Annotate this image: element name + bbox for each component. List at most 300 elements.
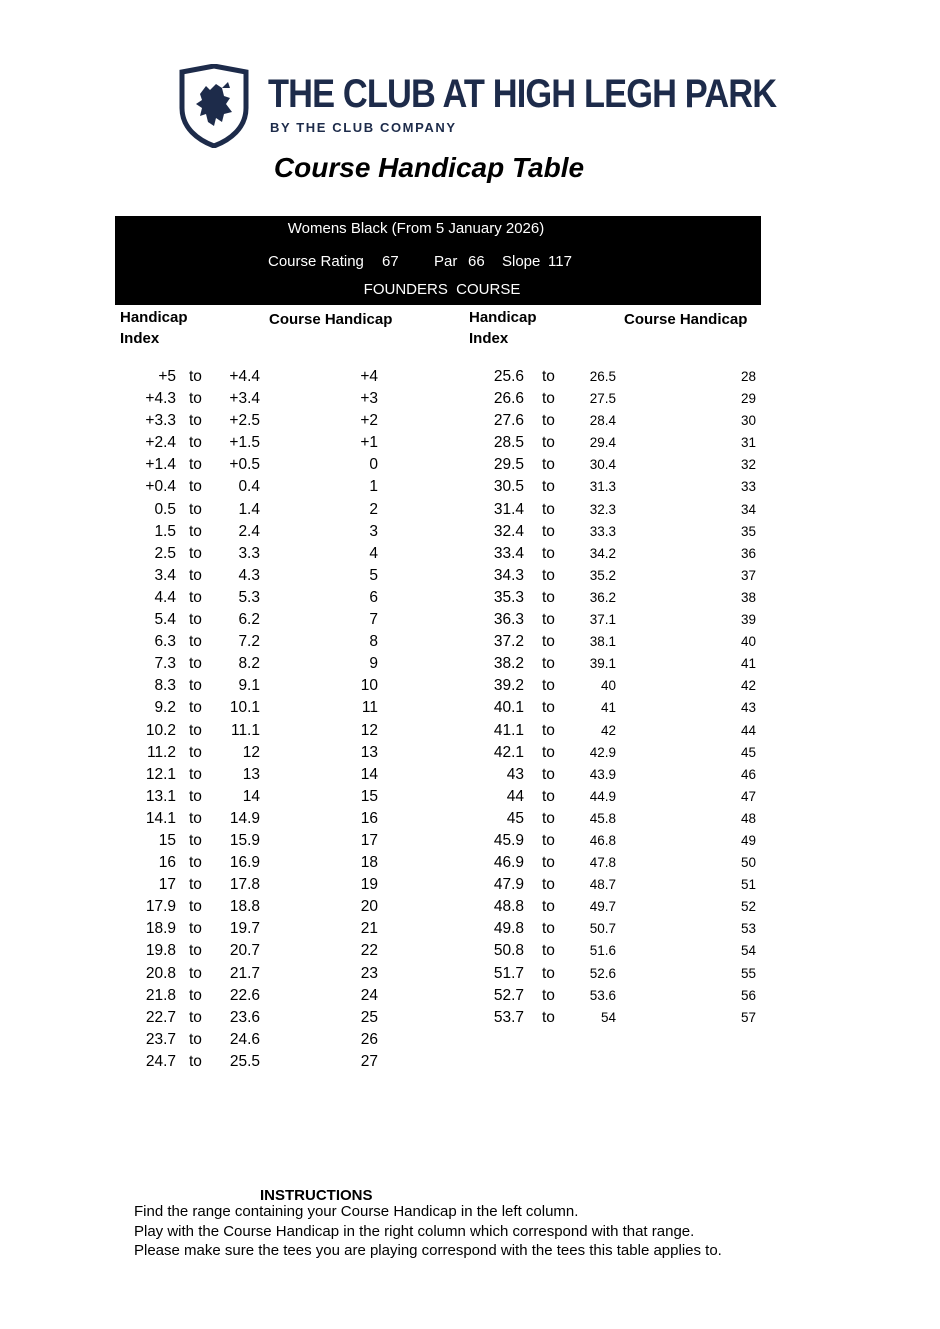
- table-row: [0, 410, 470, 432]
- table-row: [0, 896, 470, 918]
- index-to: 12: [242, 743, 260, 761]
- index-from: 33.4: [493, 544, 524, 562]
- slope-value: 117: [548, 253, 572, 270]
- to-label: to: [189, 655, 202, 673]
- index-to: 42.9: [589, 744, 616, 760]
- to-label: to: [542, 368, 555, 385]
- to-label: to: [542, 1008, 555, 1026]
- course-handicap-value: 27: [360, 1052, 378, 1070]
- to-label: to: [542, 588, 555, 606]
- to-label: to: [189, 920, 202, 938]
- index-to: 28.4: [589, 413, 616, 429]
- index-from: 32.4: [493, 522, 524, 540]
- index-from: 12.1: [145, 765, 176, 783]
- table-row: [0, 476, 470, 498]
- to-label: to: [189, 611, 202, 629]
- left-handicap-table: [0, 366, 470, 1073]
- index-from: 34.3: [493, 566, 524, 584]
- course-handicap-value: 28: [740, 369, 756, 384]
- index-from: 18.9: [145, 920, 176, 938]
- to-label: to: [542, 743, 555, 761]
- to-label: to: [189, 500, 202, 518]
- course-handicap-value: 10: [360, 677, 378, 695]
- table-row: [470, 874, 940, 896]
- to-label: to: [189, 1052, 202, 1070]
- index-to: 41: [600, 700, 616, 716]
- index-to: 40: [600, 678, 616, 694]
- to-label: to: [542, 522, 555, 540]
- index-from: 7.3: [154, 655, 176, 673]
- course-handicap-value: 43: [740, 700, 756, 716]
- to-label: to: [542, 876, 555, 894]
- course-handicap-value: 11: [361, 699, 378, 717]
- table-row: [470, 764, 940, 786]
- index-from: +0.4: [145, 478, 176, 496]
- to-label: to: [542, 942, 555, 960]
- to-label: to: [542, 412, 555, 430]
- table-row: [470, 896, 940, 918]
- index-to: 5.3: [238, 588, 260, 606]
- course-handicap-value: 40: [740, 634, 756, 650]
- course-handicap-value: 38: [740, 589, 756, 605]
- table-row: [0, 521, 470, 543]
- index-to: 34.2: [589, 545, 616, 561]
- index-from: 15: [158, 831, 176, 849]
- course-handicap-value: 35: [740, 523, 756, 539]
- instruction-line: Play with the Course Handicap in the right column which correspond with that range.: [134, 1223, 695, 1240]
- index-from: 30.5: [493, 478, 524, 496]
- course-handicap-value: 21: [360, 920, 378, 938]
- course-handicap-value: 19: [360, 876, 378, 894]
- index-from: 0.5: [154, 500, 176, 518]
- table-row: [470, 985, 940, 1007]
- to-label: to: [542, 611, 555, 629]
- table-row: [470, 631, 940, 653]
- index-from: 10.2: [145, 721, 176, 739]
- course-handicap-value: 56: [740, 987, 756, 1003]
- left-handicap-index-header: [120, 307, 188, 349]
- index-to: 30.4: [589, 457, 616, 473]
- course-handicap-value: 36: [740, 545, 756, 561]
- to-label: to: [189, 456, 202, 474]
- course-handicap-value: 1: [369, 478, 378, 496]
- to-label: to: [542, 677, 555, 695]
- index-to: 22.6: [229, 986, 260, 1004]
- index-to: 29.4: [589, 435, 616, 451]
- index-to: 9.1: [238, 677, 260, 695]
- course-handicap-value: 26: [360, 1030, 378, 1048]
- index-from: +2.4: [145, 434, 176, 452]
- index-to: 19.7: [229, 920, 260, 938]
- index-to: 14.9: [229, 809, 260, 827]
- to-label: to: [189, 721, 202, 739]
- course-handicap-value: 25: [360, 1008, 378, 1026]
- to-label: to: [542, 500, 555, 518]
- to-label: to: [189, 898, 202, 916]
- course-handicap-value: 29: [740, 391, 756, 407]
- course-handicap-value: 2: [369, 500, 378, 518]
- index-from: 25.6: [493, 368, 524, 385]
- index-from: 49.8: [493, 920, 524, 938]
- par-value: 66: [468, 253, 485, 270]
- index-to: +1.5: [229, 434, 260, 452]
- index-to: 15.9: [229, 831, 260, 849]
- table-row: [0, 432, 470, 454]
- club-subtitle: BY THE CLUB COMPANY: [270, 120, 457, 135]
- to-label: to: [189, 478, 202, 496]
- index-to: 25.5: [229, 1052, 260, 1070]
- to-label: to: [542, 434, 555, 452]
- index-to: 47.8: [589, 855, 616, 871]
- index-to: 0.4: [238, 478, 260, 496]
- index-to: 26.5: [589, 369, 616, 384]
- index-to: +2.5: [229, 412, 260, 430]
- to-label: to: [189, 677, 202, 695]
- course-handicap-value: +4: [360, 368, 378, 385]
- index-to: 50.7: [589, 921, 616, 937]
- index-to: 23.6: [229, 1008, 260, 1026]
- index-to: 10.1: [229, 699, 260, 717]
- table-row: [470, 675, 940, 697]
- table-row: [0, 565, 470, 587]
- to-label: to: [189, 566, 202, 584]
- course-handicap-value: 39: [740, 612, 756, 628]
- course-handicap-value: 47: [740, 788, 756, 804]
- table-row: [470, 587, 940, 609]
- index-from: +1.4: [145, 456, 176, 474]
- right-handicap-index-header: [469, 307, 537, 349]
- table-row: [0, 1051, 470, 1073]
- table-row: [470, 521, 940, 543]
- index-to: +0.5: [229, 456, 260, 474]
- index-from: 37.2: [493, 633, 524, 651]
- club-crest-logo: [178, 64, 250, 148]
- instruction-line: Please make sure the tees you are playing correspond with the tees this table applies to.: [134, 1242, 722, 1259]
- index-to: 1.4: [238, 500, 260, 518]
- course-handicap-value: 7: [369, 611, 378, 629]
- index-from: 45.9: [493, 831, 524, 849]
- course-handicap-value: 13: [360, 743, 378, 761]
- table-row: [0, 543, 470, 565]
- right-course-handicap-header: Course Handicap: [624, 311, 748, 328]
- index-from: +3.3: [145, 412, 176, 430]
- index-from: 3.4: [154, 566, 176, 584]
- course-handicap-value: +3: [360, 390, 378, 408]
- course-handicap-value: 5: [369, 566, 378, 584]
- to-label: to: [189, 1030, 202, 1048]
- index-to: 53.6: [589, 987, 616, 1003]
- to-label: to: [542, 809, 555, 827]
- course-rating-value: 67: [382, 253, 399, 270]
- index-from: 19.8: [145, 942, 176, 960]
- index-from: 42.1: [493, 743, 524, 761]
- to-label: to: [189, 588, 202, 606]
- to-label: to: [542, 544, 555, 562]
- table-row: [0, 1007, 470, 1029]
- to-label: to: [542, 964, 555, 982]
- table-row: [0, 653, 470, 675]
- course-name: FOUNDERS COURSE: [363, 281, 521, 298]
- course-handicap-value: +2: [360, 412, 378, 430]
- course-handicap-value: 32: [740, 457, 756, 473]
- index-to: 27.5: [589, 391, 616, 407]
- to-label: to: [189, 544, 202, 562]
- index-from: 44: [506, 787, 524, 805]
- to-label: to: [542, 898, 555, 916]
- index-to: 21.7: [229, 964, 260, 982]
- index-to: 3.3: [238, 544, 260, 562]
- index-from: 9.2: [154, 699, 176, 717]
- index-to: 13: [242, 765, 260, 783]
- table-row: [470, 786, 940, 808]
- slope-label: Slope: [502, 253, 541, 270]
- table-row: [0, 675, 470, 697]
- table-row: [0, 830, 470, 852]
- index-from: 17.9: [145, 898, 176, 916]
- course-handicap-value: 48: [740, 810, 756, 826]
- index-to: 39.1: [589, 656, 616, 672]
- index-to: 32.3: [589, 501, 616, 517]
- table-row: [0, 963, 470, 985]
- table-row: [0, 499, 470, 521]
- index-from: 20.8: [145, 964, 176, 982]
- tee-info-bar: [115, 216, 761, 305]
- index-from: 2.5: [154, 544, 176, 562]
- to-label: to: [542, 456, 555, 474]
- to-label: to: [189, 522, 202, 540]
- index-from: 47.9: [493, 876, 524, 894]
- table-row: [0, 742, 470, 764]
- index-from: 27.6: [493, 412, 524, 430]
- to-label: to: [542, 566, 555, 584]
- index-to: 4.3: [238, 566, 260, 584]
- to-label: to: [189, 809, 202, 827]
- index-from: 21.8: [145, 986, 176, 1004]
- header-line-2: Index: [120, 330, 160, 347]
- table-row: [470, 653, 940, 675]
- index-from: 40.1: [493, 699, 524, 717]
- table-row: [0, 808, 470, 830]
- index-from: 23.7: [145, 1030, 176, 1048]
- course-handicap-value: 57: [740, 1009, 756, 1025]
- to-label: to: [542, 633, 555, 651]
- to-label: to: [189, 434, 202, 452]
- table-row: [0, 764, 470, 786]
- par-label: Par: [434, 253, 458, 270]
- to-label: to: [189, 787, 202, 805]
- course-handicap-value: 9: [369, 655, 378, 673]
- course-handicap-value: 49: [740, 832, 756, 848]
- course-handicap-value: 17: [360, 831, 378, 849]
- index-to: 48.7: [589, 877, 616, 893]
- index-to: 7.2: [238, 633, 260, 651]
- to-label: to: [542, 765, 555, 783]
- index-from: 53.7: [493, 1008, 524, 1026]
- index-from: 8.3: [154, 677, 176, 695]
- index-to: 24.6: [229, 1030, 260, 1048]
- instruction-line: Find the range containing your Course Handicap in the left column.: [134, 1203, 579, 1220]
- club-name: THE CLUB AT HIGH LEGH PARK: [268, 72, 777, 116]
- index-to: 51.6: [589, 943, 616, 959]
- to-label: to: [542, 986, 555, 1004]
- table-row: [470, 366, 940, 388]
- index-from: 16: [158, 854, 176, 872]
- index-to: 33.3: [589, 523, 616, 539]
- index-from: 38.2: [493, 655, 524, 673]
- course-handicap-value: 0: [369, 456, 378, 474]
- course-handicap-value: 44: [740, 722, 756, 738]
- table-row: [0, 852, 470, 874]
- index-to: +4.4: [229, 368, 260, 385]
- index-to: 54: [600, 1009, 616, 1025]
- course-handicap-value: 8: [369, 633, 378, 651]
- index-from: 28.5: [493, 434, 524, 452]
- table-row: [470, 963, 940, 985]
- course-handicap-value: 52: [740, 899, 756, 915]
- table-row: [470, 742, 940, 764]
- course-handicap-value: 55: [740, 965, 756, 981]
- table-row: [470, 609, 940, 631]
- index-to: 36.2: [589, 589, 616, 605]
- table-row: [0, 697, 470, 719]
- table-row: [470, 499, 940, 521]
- index-to: 37.1: [589, 612, 616, 628]
- index-from: 48.8: [493, 898, 524, 916]
- course-handicap-value: 37: [740, 567, 756, 583]
- index-to: 45.8: [589, 810, 616, 826]
- index-to: 16.9: [229, 854, 260, 872]
- table-row: [0, 388, 470, 410]
- table-row: [470, 454, 940, 476]
- table-row: [470, 830, 940, 852]
- index-to: 11.1: [230, 721, 260, 739]
- table-row: [0, 631, 470, 653]
- table-row: [470, 697, 940, 719]
- course-handicap-value: 20: [360, 898, 378, 916]
- index-to: +3.4: [229, 390, 260, 408]
- to-label: to: [189, 765, 202, 783]
- course-handicap-value: 6: [369, 588, 378, 606]
- to-label: to: [189, 743, 202, 761]
- course-handicap-value: 50: [740, 855, 756, 871]
- index-to: 35.2: [589, 567, 616, 583]
- to-label: to: [189, 633, 202, 651]
- to-label: to: [189, 854, 202, 872]
- index-from: 26.6: [493, 390, 524, 408]
- header-line-1: Handicap: [120, 309, 188, 326]
- to-label: to: [189, 412, 202, 430]
- course-handicap-value: 3: [369, 522, 378, 540]
- course-handicap-value: 23: [360, 964, 378, 982]
- index-from: 46.9: [493, 854, 524, 872]
- to-label: to: [542, 787, 555, 805]
- table-row: [470, 388, 940, 410]
- table-row: [470, 940, 940, 962]
- to-label: to: [189, 390, 202, 408]
- index-from: 43: [506, 765, 524, 783]
- course-handicap-value: 42: [740, 678, 756, 694]
- index-from: 22.7: [145, 1008, 176, 1026]
- to-label: to: [189, 942, 202, 960]
- to-label: to: [189, 986, 202, 1004]
- instructions-heading: INSTRUCTIONS: [260, 1187, 373, 1204]
- index-from: 17: [158, 876, 176, 894]
- course-handicap-value: 16: [360, 809, 378, 827]
- to-label: to: [542, 831, 555, 849]
- to-label: to: [542, 699, 555, 717]
- course-handicap-value: 46: [740, 766, 756, 782]
- index-from: 24.7: [145, 1052, 176, 1070]
- to-label: to: [542, 390, 555, 408]
- table-row: [0, 1029, 470, 1051]
- to-label: to: [542, 920, 555, 938]
- table-row: [0, 918, 470, 940]
- course-handicap-value: 33: [740, 479, 756, 495]
- course-handicap-value: 45: [740, 744, 756, 760]
- index-from: 13.1: [145, 787, 176, 805]
- table-row: [0, 609, 470, 631]
- table-row: [470, 432, 940, 454]
- index-from: 52.7: [493, 986, 524, 1004]
- course-handicap-value: 51: [740, 877, 756, 893]
- course-handicap-value: 24: [360, 986, 378, 1004]
- index-from: +4.3: [145, 390, 176, 408]
- course-handicap-value: 41: [740, 656, 756, 672]
- to-label: to: [189, 368, 202, 385]
- to-label: to: [189, 964, 202, 982]
- course-handicap-value: 14: [360, 765, 378, 783]
- to-label: to: [542, 655, 555, 673]
- to-label: to: [542, 478, 555, 496]
- table-row: [0, 874, 470, 896]
- index-to: 42: [600, 722, 616, 738]
- tee-name: Womens Black (From 5 January 2026): [287, 220, 545, 237]
- course-handicap-value: +1: [360, 434, 378, 452]
- table-row: [0, 587, 470, 609]
- table-row: [0, 940, 470, 962]
- course-handicap-value: 12: [360, 721, 378, 739]
- to-label: to: [189, 876, 202, 894]
- course-handicap-value: 31: [740, 435, 756, 451]
- index-from: 14.1: [145, 809, 176, 827]
- to-label: to: [189, 699, 202, 717]
- index-to: 20.7: [229, 942, 260, 960]
- course-handicap-value: 30: [740, 413, 756, 429]
- index-to: 38.1: [589, 634, 616, 650]
- index-to: 43.9: [589, 766, 616, 782]
- index-from: 6.3: [154, 633, 176, 651]
- index-to: 6.2: [238, 611, 260, 629]
- left-course-handicap-header: Course Handicap: [269, 311, 393, 328]
- index-from: 41.1: [493, 721, 524, 739]
- index-from: 39.2: [493, 677, 524, 695]
- to-label: to: [189, 1008, 202, 1026]
- index-to: 18.8: [229, 898, 260, 916]
- header-line-1: Handicap: [469, 309, 537, 326]
- index-from: 36.3: [493, 611, 524, 629]
- index-from: 4.4: [154, 588, 176, 606]
- table-row: [470, 410, 940, 432]
- course-handicap-value: 15: [360, 787, 378, 805]
- index-to: 14: [242, 787, 260, 805]
- index-from: 45: [506, 809, 524, 827]
- index-to: 49.7: [589, 899, 616, 915]
- index-to: 44.9: [589, 788, 616, 804]
- index-from: 11.2: [146, 743, 176, 761]
- course-handicap-value: 54: [740, 943, 756, 959]
- table-row: [470, 543, 940, 565]
- table-row: [470, 565, 940, 587]
